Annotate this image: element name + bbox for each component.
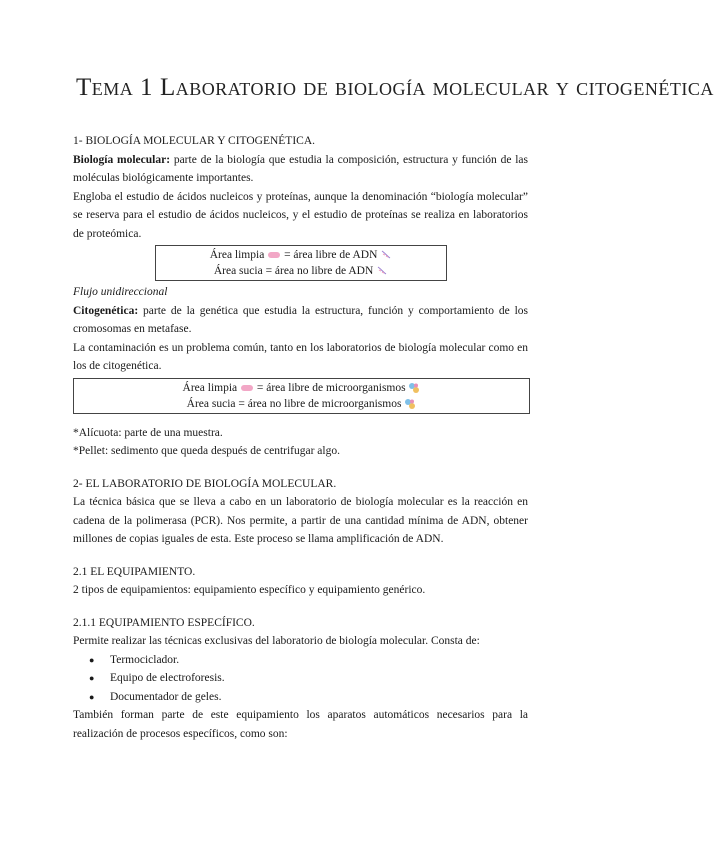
- list-item: ● Documentador de geles.: [110, 688, 528, 707]
- biologia-molecular-term: Biología molecular:: [73, 153, 171, 166]
- tambien-paragraph: También forman parte de este equipamiento los aparatos automáticos necesarios para la realización de procesos específicos, como son:: [73, 709, 528, 740]
- micro-dirty-line: [74, 396, 529, 412]
- section-2-1-heading: 2.1 EL EQUIPAMIENTO.: [73, 565, 196, 578]
- clean-area-definition: = área libre de ADN: [281, 249, 378, 261]
- adn-dirty-line: [156, 263, 446, 279]
- note-pellet: *Pellet: sedimento que queda después de centrifugar algo.: [73, 445, 340, 457]
- engloba-paragraph: Engloba el estudio de ácidos nucleicos y proteínas, aunque la denominación “biología molecular” se reserva para el estudio de ácidos nucleicos, y el estudio de proteínas se realiza en laboratorios de proteómica.: [73, 190, 528, 240]
- dirty-area-definition: Área sucia = área no libre de microorganismos: [186, 397, 402, 410]
- section-1-heading: 1- BIOLOGÍA MOLECULAR Y CITOGENÉTICA.: [73, 135, 316, 147]
- list-item: ● Equipo de electroforesis.: [110, 669, 528, 688]
- tema-title: Laboratorio de biología molecular y citogenética: [160, 74, 714, 101]
- equipment-list: [73, 651, 528, 707]
- microorganism-area-box: [73, 378, 530, 414]
- page-title: [76, 74, 714, 102]
- tema-label: Tema 1: [76, 74, 154, 101]
- list-item: ● Termociclador.: [110, 651, 528, 670]
- section-2-1-1-paragraph: Permite realizar las técnicas exclusivas del laboratorio de biología molecular. Consta de:: [73, 635, 480, 647]
- clean-area-label: Área limpia: [182, 381, 238, 394]
- section-2-1-1-heading: 2.1.1 EQUIPAMIENTO ESPECÍFICO.: [73, 616, 255, 629]
- microorganism-icon: [404, 398, 416, 410]
- biologia-molecular-paragraph: [73, 151, 528, 188]
- micro-clean-line: [74, 380, 529, 396]
- clean-area-definition: = área libre de microorganismos: [254, 381, 406, 394]
- pink-pill-icon: [241, 385, 253, 391]
- flow-caption: Flujo unidireccional: [73, 286, 168, 298]
- pink-pill-icon: [268, 252, 280, 258]
- dna-icon: [376, 266, 388, 276]
- citogenetica-paragraph: [73, 302, 528, 339]
- section-2-1-paragraph: 2 tipos de equipamientos: equipamiento específico y equipamiento genérico.: [73, 584, 426, 596]
- citogenetica-term: Citogenética:: [73, 304, 139, 317]
- clean-area-label: Área limpia: [209, 249, 265, 261]
- adn-area-box: [155, 245, 447, 281]
- note-alicuota: *Alícuota: parte de una muestra.: [73, 426, 223, 439]
- section-2-paragraph: La técnica básica que se lleva a cabo en un laboratorio de biología molecular es la reacción en cadena de la polimerasa (PCR). Nos permite, a partir de una cantidad mínima de ADN, obtener millones de copias iguales de esta. Este proceso se llama amplificación de ADN.: [73, 496, 528, 545]
- document-body: [73, 132, 528, 743]
- microorganism-icon: [408, 382, 420, 394]
- adn-clean-line: [156, 247, 446, 263]
- dirty-area-definition: Área sucia = área no libre de ADN: [213, 265, 374, 277]
- dna-icon: [380, 250, 392, 260]
- biologia-molecular-definition: parte de la biología que estudia la composición, estructura y función de las moléculas biológicamente importantes.: [73, 153, 528, 184]
- contaminacion-paragraph: La contaminación es un problema común, tanto en los laboratorios de biología molecular como en los de citogenética.: [73, 341, 528, 372]
- section-2-heading: 2- EL LABORATORIO DE BIOLOGÍA MOLECULAR.: [73, 477, 337, 490]
- citogenetica-definition: parte de la genética que estudia la estructura, función y comportamiento de los cromosomas en metafase.: [73, 304, 528, 335]
